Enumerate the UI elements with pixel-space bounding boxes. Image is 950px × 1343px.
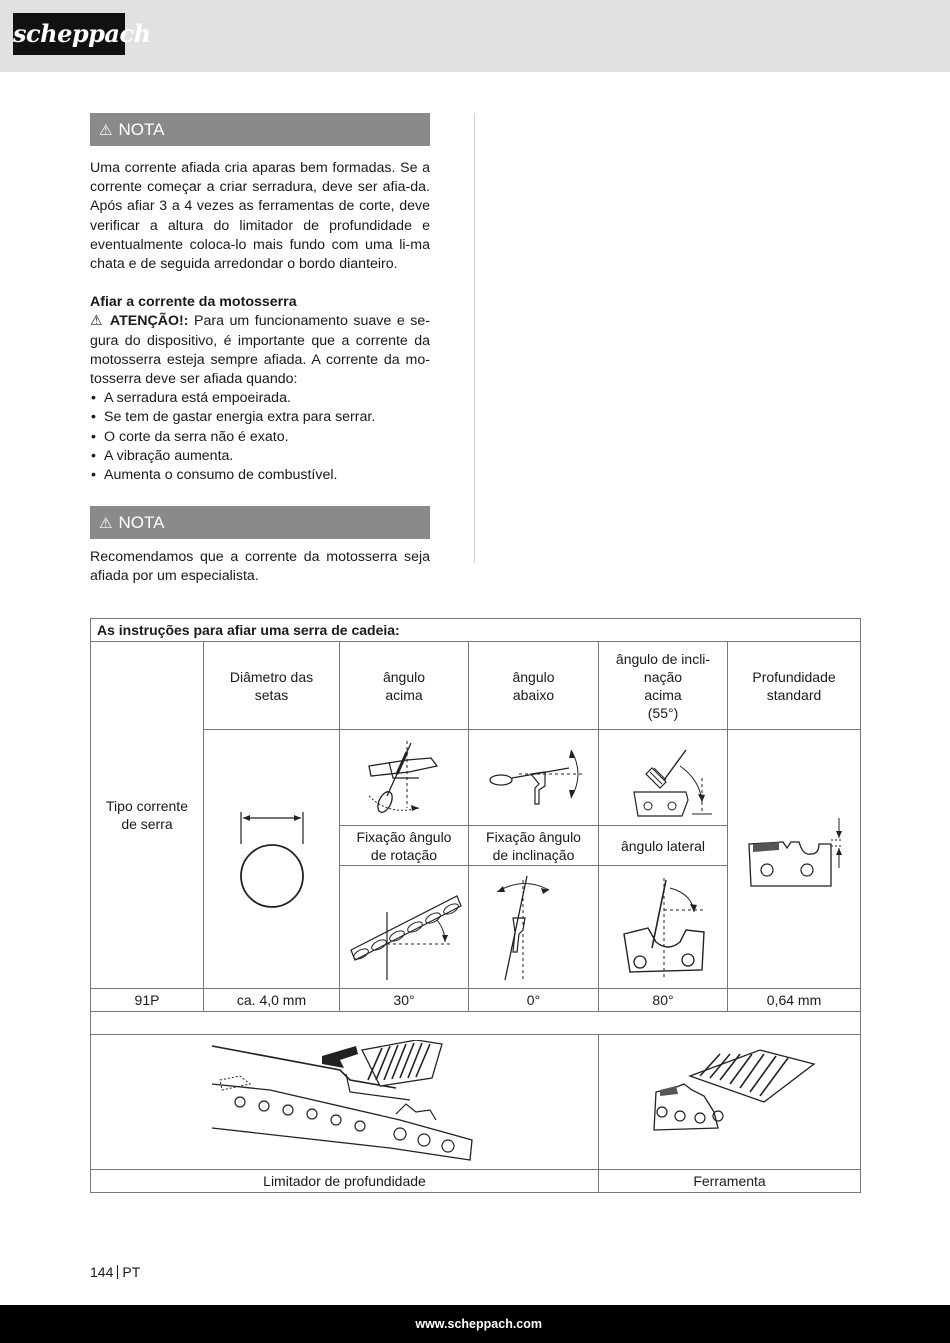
sharpening-table bbox=[90, 618, 861, 1193]
rotation-figure-cell bbox=[340, 866, 469, 989]
warning-icon: ⚠ bbox=[99, 515, 113, 533]
header-line: acima bbox=[385, 686, 423, 703]
lateral-figure-cell bbox=[599, 866, 728, 989]
value-depth: 0,64 mm bbox=[728, 989, 861, 1012]
row-label-cell bbox=[91, 642, 204, 989]
tool-figure-cell bbox=[599, 1035, 861, 1170]
page-number-value: 144 bbox=[90, 1264, 114, 1280]
depth-gauge-figure bbox=[739, 814, 849, 904]
header-line: acima bbox=[644, 686, 682, 703]
header-angle-top bbox=[340, 642, 469, 730]
header-line: Profundidade bbox=[752, 668, 836, 685]
value-type: 91P bbox=[91, 989, 204, 1012]
value-angle-bottom: 0° bbox=[469, 989, 599, 1012]
table-title: As instruções para afiar uma serra de cadeia: bbox=[91, 619, 861, 642]
depth-limiter-figure bbox=[210, 1040, 480, 1165]
warning-icon: ⚠ bbox=[99, 122, 113, 139]
column-divider bbox=[474, 113, 475, 563]
warning-paragraph bbox=[90, 312, 430, 389]
list-item: • Se tem de gastar energia extra para serrar. bbox=[90, 408, 430, 427]
tilt-figure-cell bbox=[599, 730, 728, 826]
note-text-1: Uma corrente afiada cria aparas bem formadas. Se a corrente começar a criar serradura, deve ser afia-da. Após afiar 3 a 4 vezes as ferramentas de corte, deve verificar a altura do limitador de profundidade e eventualmente coloca-lo mais fundo com uma li-ma chata e de seguida arredondar o bordo dianteiro. bbox=[90, 160, 430, 273]
lateral-label-cell: ângulo lateral bbox=[599, 826, 728, 866]
page-number bbox=[90, 1264, 140, 1280]
header-bar bbox=[0, 0, 950, 72]
depth-figure-cell bbox=[728, 730, 861, 989]
mid-label-line: Fixação ângulo bbox=[356, 828, 452, 845]
inclination-label-cell bbox=[469, 826, 599, 866]
warning-label: ATENÇÃO!: bbox=[109, 313, 189, 330]
value-tilt: 80° bbox=[599, 989, 728, 1012]
page-separator bbox=[117, 1265, 118, 1279]
list-item: • A vibração aumenta. bbox=[90, 447, 430, 466]
lateral-angle-figure bbox=[608, 872, 718, 982]
footer-bar bbox=[0, 1305, 950, 1343]
rotation-label-cell bbox=[340, 826, 469, 866]
inclination-figure-cell bbox=[469, 866, 599, 989]
header-line: standard bbox=[766, 686, 822, 703]
header-line: ângulo bbox=[382, 668, 426, 685]
file-angle-bottom-figure bbox=[479, 738, 589, 818]
angle-top-figure-cell bbox=[340, 730, 469, 826]
rotation-fixation-figure bbox=[345, 872, 463, 982]
list-item: • Aumenta o consumo de combustível. bbox=[90, 466, 430, 485]
angle-bottom-figure-cell bbox=[469, 730, 599, 826]
list-item: • A serradura está empoeirada. bbox=[90, 389, 430, 408]
brand-logo: scheppach bbox=[13, 13, 125, 55]
mid-label-line: Fixação ângulo bbox=[486, 828, 581, 845]
file-tilt-figure bbox=[608, 738, 718, 818]
note-label: NOTA bbox=[118, 120, 165, 139]
note-box-2 bbox=[90, 506, 430, 539]
left-column bbox=[90, 113, 430, 587]
header-line: (55°) bbox=[647, 704, 679, 721]
bullet-list bbox=[90, 389, 430, 485]
header-line: abaixo bbox=[512, 686, 555, 703]
warning-icon: ⚠ bbox=[90, 313, 110, 330]
file-diameter-figure bbox=[232, 804, 312, 914]
header-line: setas bbox=[254, 686, 289, 703]
value-diameter: ca. 4,0 mm bbox=[204, 989, 340, 1012]
list-item: • O corte da serra não é exato. bbox=[90, 428, 430, 447]
note-label: NOTA bbox=[118, 513, 165, 533]
mid-label-line: de inclinação bbox=[492, 846, 575, 863]
header-line: ângulo bbox=[512, 668, 555, 685]
file-angle-top-figure bbox=[349, 738, 459, 818]
header-depth bbox=[728, 642, 861, 730]
depth-limiter-figure-cell bbox=[91, 1035, 599, 1170]
footer-url[interactable]: www.scheppach.com bbox=[415, 1317, 542, 1331]
warning-text: Para um funcionamento suave e se-gura do dispositivo, é importante que a corrente da motosserra esteja sempre afiada. A corrente da mo-tosserra deve ser afiada quando: bbox=[90, 313, 430, 388]
note-text-2: Recomendamos que a corrente da motosserra seja afiada por um especialista. bbox=[90, 549, 430, 585]
mid-label-line: de rotação bbox=[370, 846, 438, 863]
header-line: nação bbox=[643, 668, 683, 685]
empty-row bbox=[91, 1012, 861, 1035]
header-tilt-angle bbox=[599, 642, 728, 730]
header-line: ângulo de incli- bbox=[615, 650, 711, 667]
row-label-line: de serra bbox=[121, 816, 173, 832]
note-box-1 bbox=[90, 113, 430, 146]
header-diameter bbox=[204, 642, 340, 730]
section-title: Afiar a corrente da motosserra bbox=[90, 294, 297, 311]
row-label-line: Tipo corrente bbox=[106, 798, 188, 814]
page-language: PT bbox=[122, 1264, 141, 1280]
inclination-fixation-figure bbox=[479, 872, 589, 982]
header-line: Diâmetro das bbox=[229, 668, 314, 685]
caption-tool: Ferramenta bbox=[599, 1170, 861, 1193]
value-angle-top: 30° bbox=[340, 989, 469, 1012]
caption-depth-limiter: Limitador de profundidade bbox=[91, 1170, 599, 1193]
cutter-tool-figure bbox=[630, 1040, 830, 1165]
diameter-figure-cell bbox=[204, 730, 340, 989]
header-angle-bottom bbox=[469, 642, 599, 730]
